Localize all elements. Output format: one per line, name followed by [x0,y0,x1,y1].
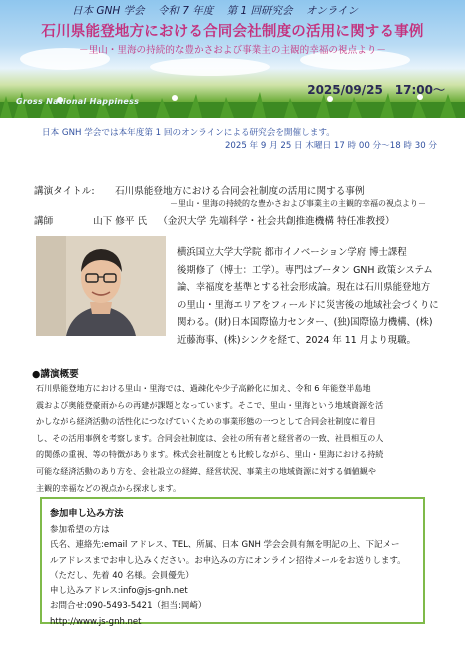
talk-title-row [34,183,365,197]
banner-session: 第 1 回研究会 [226,5,293,17]
portrait-illustration [36,236,166,336]
application-email[interactable]: 申し込みアドレス:info@js-gnh.net [50,586,188,597]
overview-line: 震および奥能登豪雨からの再建が課題となっています。そこで、里山・里海という地域資源を活 [36,399,384,410]
bio-line: 論、幸福度を基準とする社会形成論。現在は石川県能登地方 [177,282,431,293]
lecturer-bio [177,244,439,349]
bio-line: 関わる。(財)日本国際協力センター、(独)国際協力機構、(株) [177,317,433,328]
talk-label: 講演タイトル: [34,186,95,197]
application-line: ルアドレスまでお申し込みください。お申込みの方にオンライン招待メールをお送りします。 [50,555,406,566]
bio-line: 後期修了（博士：工学）。専門はブータン GNH 政策システム [177,264,433,276]
overview-line: かしながら経済活動の活性化につなげていくための事業形態の一つとして合同会社制度に着目 [36,416,376,427]
application-box [40,497,425,627]
talk-subtitle: －里山・里海の持続的な豊かさおよび事業主の主観的幸福の視点より－ [170,199,426,208]
talk-title: 石川県能登地方における合同会社制度の活用に関する事例 [115,186,365,197]
banner-brand: Gross National Happiness [16,97,140,106]
lecturer-name: 山下 修平 氏 [93,216,148,227]
intro-date: 2025 年 9 月 25 日 木曜日 17 時 00 分～18 時 30 分 [224,141,437,151]
overview-line: 的関係の重視、等の特徴があります。株式会社制度とも比較しながら、里山・里海における持続 [36,449,384,460]
banner-title: 石川県能登地方における合同会社制度の活用に関する事例 [41,24,424,40]
header-banner [0,0,465,118]
bio-line: 横浜国立大学大学院 都市イノベーション学府 博士課程 [177,247,407,258]
overview-heading: ●講演概要 [32,369,79,380]
intro-text: 日本 GNH 学会では本年度第 1 回のオンラインによる研究会を開催します。 [42,128,335,138]
lecturer-photo [36,236,166,336]
bio-line: の里山・里海エリアをフィールドに災害後の地域社会づくりに [177,299,439,311]
banner-subtitle: －里山・里海の持続的な豊かさおよび事業主の主観的幸福の視点より－ [79,45,386,56]
overview-line: 主観的幸福などの視点から探求します。 [36,482,182,493]
banner-org: 日本 GNH 学会 [72,5,145,17]
application-heading: 参加申し込み方法 [50,508,124,519]
banner-datetime: 2025/09/25 17:00～ [307,83,445,97]
overview-line: 石川県能登地方における里山・里海では、過疎化や少子高齢化に加え、令和 6 年能登半島地 [36,383,371,393]
lecturer-row [34,213,395,227]
overview-line: 可能な経済活動のあり方を、会社設立の経緯、経営状況、事業主の地域資源に対する価値観や [36,465,376,476]
banner-fiscal: 令和 7 年度 [157,5,214,17]
bio-line: 近藤海事、(株)シンクを経て、2024 年 11 月より現職。 [177,334,416,346]
banner-format: オンライン [305,5,358,17]
banner-event-line [72,3,368,18]
application-phone: お問合せ:090-5493-5421（担当:岡崎） [50,601,207,612]
overview-body [36,380,436,496]
lecturer-label: 講師 [34,216,54,227]
application-line: 参加希望の方は [50,525,110,535]
application-line: 氏名、連絡先:email アドレス、TEL、所属、日本 GNH 学会会員有無を明記の上、下記メー [50,540,400,551]
application-line: （ただし、先着 40 名様。会員優先） [50,570,194,581]
overview-line: し、その活用事例を考察します。合同会社制度は、会社の所有者と経営者の一致、社員相互の人 [36,432,384,443]
cloud-shape [150,58,270,76]
application-website-link[interactable]: http://www.js-gnh.net [50,616,142,627]
lecturer-affiliation: （金沢大学 先端科学・社会共創推進機構 特任准教授） [158,216,395,227]
